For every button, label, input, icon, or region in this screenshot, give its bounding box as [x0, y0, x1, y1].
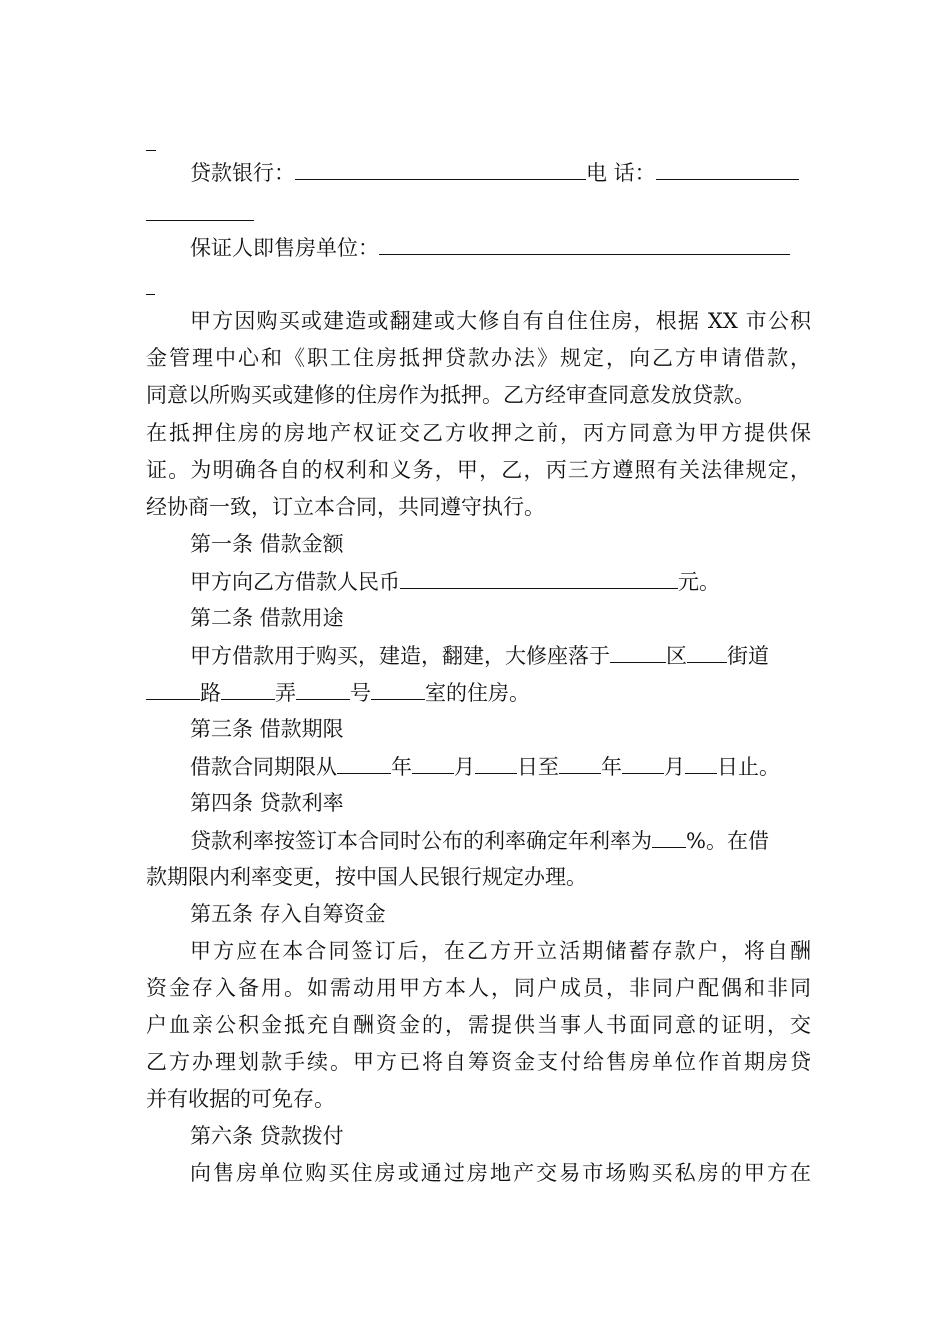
- lane-blank: [221, 677, 275, 700]
- start-month-label: 月: [454, 755, 475, 779]
- district-label: 区: [666, 644, 687, 668]
- article-4-pre: 贷款利率按签订本合同时公布的利率确定年利率为: [190, 829, 652, 853]
- article-2-title: 第二条 借款用途: [190, 606, 344, 630]
- article-5-title: 第五条 存入自筹资金: [190, 902, 386, 926]
- article-2-body-cont: [146, 677, 811, 707]
- start-day-label: 日至: [517, 755, 559, 779]
- guarantor-blank: [379, 232, 790, 255]
- room-label: 室的住房。: [425, 681, 530, 705]
- end-year-blank: [559, 751, 601, 774]
- intro-line-1: 甲方因购买或建造或翻建或大修自有自住住房，根据 XX 市公积: [190, 309, 811, 333]
- article-6-line-1: 向售房单位购买住房或通过房地产交易市场购买私房的甲方在: [190, 1161, 811, 1185]
- start-month-blank: [412, 751, 454, 774]
- article-5-line-1: 甲方应在本合同签订后，在乙方开立活期储蓄存款户，将自酬: [190, 939, 811, 963]
- end-month-blank: [622, 751, 664, 774]
- street-blank: [687, 640, 727, 663]
- intro-line-3: 同意以所购买或建修的住房作为抵押。乙方经审查同意发放贷款。: [146, 383, 755, 407]
- article-2-pre: 甲方借款用于购买，建造，翻建，大修座落于: [190, 644, 610, 668]
- article-1-body: [190, 566, 811, 596]
- intro-line-4: 在抵押住房的房地产权证交乙方收押之前，丙方同意为甲方提供保: [146, 421, 811, 445]
- street-label: 街道: [727, 644, 769, 668]
- article-3-title: 第三条 借款期限: [190, 717, 344, 741]
- district-blank: [610, 640, 666, 663]
- guarantor-blank-cont: [146, 272, 811, 302]
- phone-blank-cont: [146, 198, 811, 228]
- amount-blank: [400, 566, 678, 589]
- article-5-line-4: 乙方办理划款手续。甲方已将自筹资金支付给售房单位作首期房贷: [146, 1050, 811, 1074]
- guarantor-line: [190, 232, 811, 262]
- article-3-body: [190, 751, 811, 781]
- start-day-blank: [475, 751, 517, 774]
- lane-label: 弄: [275, 681, 296, 705]
- guarantor-label: 保证人即售房单位：: [190, 236, 379, 260]
- article-4-title: 第四条 贷款利率: [190, 791, 344, 815]
- rate-blank: [652, 825, 686, 848]
- intro-line-2: 金管理中心和《职工住房抵押贷款办法》规定，向乙方申请借款，: [146, 346, 811, 370]
- road-label: 路: [200, 681, 221, 705]
- article-1-post: 元。: [678, 570, 720, 594]
- number-label: 号: [350, 681, 371, 705]
- article-2-body: [190, 640, 811, 670]
- article-6-title: 第六条 贷款拨付: [190, 1124, 344, 1148]
- article-4-body: [190, 825, 811, 855]
- stray-underline: [146, 128, 811, 158]
- end-year-label: 年: [601, 755, 622, 779]
- road-blank: [146, 677, 200, 700]
- phone-label: 电 话：: [586, 161, 656, 185]
- article-3-pre: 借款合同期限从: [190, 755, 337, 779]
- bank-line: [190, 157, 811, 187]
- bank-blank: [295, 157, 586, 180]
- article-4-body-cont: 款期限内利率变更，按中国人民银行规定办理。: [146, 865, 587, 889]
- article-5-line-5: 并有收据的可免存。: [146, 1087, 335, 1111]
- intro-line-6: 经协商一致，订立本合同，共同遵守执行。: [146, 495, 545, 519]
- phone-blank: [656, 157, 799, 180]
- intro-line-5: 证。为明确各自的权利和义务，甲，乙，丙三方遵照有关法律规定，: [146, 458, 811, 482]
- number-blank: [296, 677, 350, 700]
- end-day-blank: [685, 751, 717, 774]
- end-day-label: 日止。: [717, 755, 780, 779]
- article-1-pre: 甲方向乙方借款人民币: [190, 570, 400, 594]
- article-1-title: 第一条 借款金额: [190, 532, 344, 556]
- start-year-label: 年: [391, 755, 412, 779]
- article-5-line-3: 户血亲公积金抵充自酬资金的，需提供当事人书面同意的证明，交: [146, 1013, 811, 1037]
- start-year-blank: [337, 751, 391, 774]
- bank-label: 贷款银行：: [190, 161, 295, 185]
- room-blank: [371, 677, 425, 700]
- article-4-post: %。在借: [686, 829, 769, 853]
- article-5-line-2: 资金存入备用。如需动用甲方本人，同户成员，非同户配偶和非同: [146, 976, 811, 1000]
- end-month-label: 月: [664, 755, 685, 779]
